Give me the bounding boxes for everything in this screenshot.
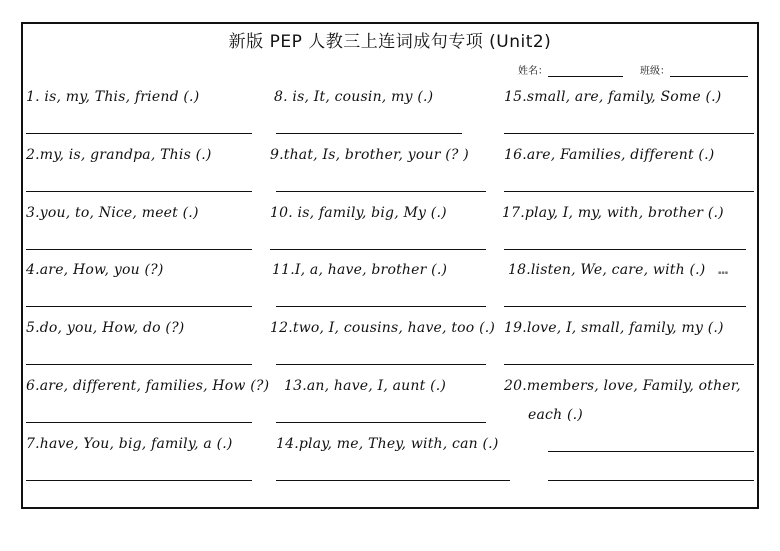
answer-line-5[interactable]	[26, 364, 252, 365]
question-7: 7.have, You, big, family, a (.)	[26, 436, 233, 452]
name-field	[518, 62, 623, 77]
question-11: 11.I, a, have, brother (.)	[272, 262, 448, 278]
question-12: 12.two, I, cousins, have, too (.)	[270, 320, 496, 336]
question-17: 17.play, I, my, with, brother (.)	[502, 205, 724, 221]
answer-line-1[interactable]	[26, 133, 252, 134]
question-1: 1. is, my, This, friend (.)	[26, 89, 200, 105]
question-2: 2.my, is, grandpa, This (.)	[26, 147, 212, 163]
answer-line-16[interactable]	[504, 191, 754, 192]
question-6: 6.are, different, families, How (?)	[26, 378, 270, 394]
answer-line-2[interactable]	[26, 191, 252, 192]
class-label: 班级：	[640, 66, 670, 77]
answer-line-11[interactable]	[276, 306, 486, 307]
name-blank[interactable]	[548, 64, 623, 77]
answer-line-8[interactable]	[276, 133, 462, 134]
question-8: 8. is, It, cousin, my (.)	[274, 89, 434, 105]
name-label: 姓名：	[518, 66, 548, 77]
answer-line-13[interactable]	[276, 422, 486, 423]
answer-line-20b[interactable]	[548, 480, 754, 481]
question-20: 20.members, love, Family, other,	[504, 378, 741, 394]
answer-line-10[interactable]	[270, 249, 486, 250]
question-16: 16.are, Families, different (.)	[504, 147, 715, 163]
answer-line-4[interactable]	[26, 306, 252, 307]
answer-line-14[interactable]	[276, 480, 510, 481]
answer-line-15[interactable]	[504, 133, 754, 134]
question-9: 9.that, Is, brother, your (? )	[270, 147, 469, 163]
question-15: 15.small, are, family, Some (.)	[504, 89, 722, 105]
question-14: 14.play, me, They, with, can (.)	[276, 436, 499, 452]
answer-line-7[interactable]	[26, 480, 252, 481]
answer-line-17[interactable]	[504, 249, 746, 250]
worksheet-title: 新版 PEP 人教三上连词成句专项 (Unit2)	[228, 32, 552, 52]
answer-line-12[interactable]	[276, 364, 486, 365]
scan-speck: ▪▪▪	[718, 270, 729, 276]
question-5: 5.do, you, How, do (?)	[26, 320, 185, 336]
class-blank[interactable]	[670, 64, 748, 77]
answer-line-19[interactable]	[504, 364, 754, 365]
question-4: 4.are, How, you (?)	[26, 262, 164, 278]
question-3: 3.you, to, Nice, meet (.)	[26, 205, 199, 221]
question-13: 13.an, have, I, aunt (.)	[284, 378, 447, 394]
question-18: 18.listen, We, care, with (.)	[508, 262, 706, 278]
answer-line-6[interactable]	[26, 422, 252, 423]
question-20-cont: each (.)	[528, 407, 583, 423]
question-10: 10. is, family, big, My (.)	[270, 205, 447, 221]
class-field	[640, 62, 748, 77]
answer-line-20a[interactable]	[548, 451, 754, 452]
answer-line-18[interactable]	[504, 306, 746, 307]
question-19: 19.love, I, small, family, my (.)	[504, 320, 724, 336]
answer-line-9[interactable]	[276, 191, 486, 192]
answer-line-3[interactable]	[26, 249, 252, 250]
